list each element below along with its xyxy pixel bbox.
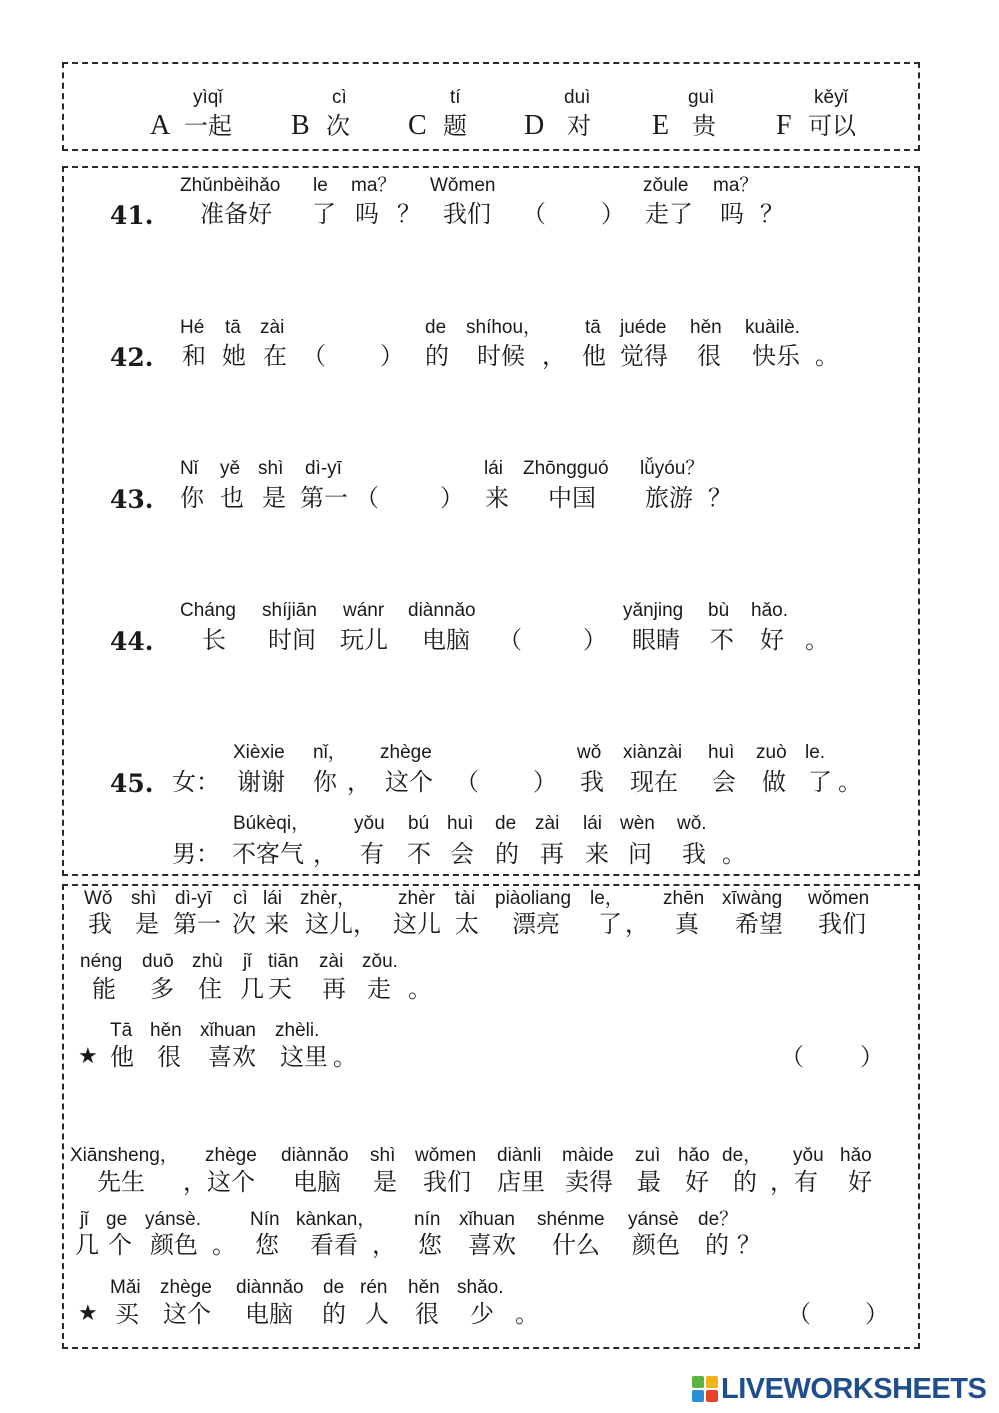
hanzi-word: 颜色 — [150, 1231, 198, 1259]
hanzi-word: 他 — [582, 342, 606, 370]
pinyin-word: lái — [263, 888, 283, 909]
pinyin-word: xīwàng — [722, 888, 783, 909]
pinyin-word: xǐhuan — [459, 1209, 515, 1230]
pinyin-word: nín — [414, 1209, 441, 1230]
bracket-close: ） — [860, 1043, 884, 1071]
hanzi-word: ？ — [397, 200, 421, 228]
star-icon: ★ — [78, 1044, 98, 1069]
hanzi-word: 很 — [415, 1300, 439, 1328]
bracket-open: （ — [787, 1300, 811, 1328]
hanzi-word: 玩儿 — [340, 626, 388, 654]
question-number: 44. — [110, 627, 154, 656]
hanzi-word: 最 — [637, 1168, 661, 1196]
hanzi-word: 漂亮 — [512, 910, 560, 938]
hanzi-word: 这里 — [280, 1043, 328, 1071]
hanzi-word: 这儿 — [393, 910, 441, 938]
hanzi-word: ， — [372, 1231, 396, 1259]
option-e-hanzi: 贵 — [692, 112, 716, 140]
hanzi-word: 再 — [322, 975, 346, 1003]
pinyin-word: yǒu — [793, 1145, 824, 1166]
hanzi-word: 是 — [373, 1168, 397, 1196]
pinyin-word: zài — [319, 951, 344, 972]
hanzi-word: 人 — [365, 1300, 389, 1328]
pinyin-word: Cháng — [180, 600, 236, 621]
hanzi-word: 在 — [263, 342, 287, 370]
hanzi-word: 和 — [182, 342, 206, 370]
bracket-close: ） — [533, 768, 557, 796]
pinyin-word: wǒ — [577, 742, 602, 763]
pinyin-word: zhège — [380, 742, 432, 763]
pinyin-word: zhège — [160, 1277, 212, 1298]
pinyin-word: le — [313, 175, 328, 196]
pinyin-word: xiànzài — [623, 742, 683, 763]
hanzi-word: 看看 — [310, 1231, 358, 1259]
pinyin-word: lái — [484, 458, 504, 479]
hanzi-word: 卖得 — [565, 1168, 613, 1196]
hanzi-word: 这个 — [385, 768, 433, 796]
hanzi-word: 您 — [255, 1231, 279, 1259]
hanzi-word: 希望 — [735, 910, 783, 938]
liveworksheets-logo — [692, 1374, 986, 1404]
hanzi-word: 走了 — [645, 200, 693, 228]
pinyin-word: de， — [722, 1145, 763, 1166]
hanzi-word: 眼睛 — [632, 626, 680, 654]
hanzi-word: 很 — [157, 1043, 181, 1071]
hanzi-word: 不 — [710, 626, 734, 654]
option-c-letter: C — [408, 110, 427, 141]
hanzi-word: 能 — [92, 975, 116, 1003]
hanzi-word: 走 — [367, 975, 391, 1003]
option-e-letter: E — [652, 110, 670, 141]
pinyin-word: yánsè — [628, 1209, 679, 1230]
option-a-letter: A — [150, 110, 171, 141]
hanzi-word: 现在 — [630, 768, 678, 796]
pinyin-word: hǎo — [678, 1145, 710, 1166]
pinyin-word: yánsè. — [145, 1209, 201, 1230]
option-a-pinyin: yìqǐ — [193, 87, 223, 108]
logo-text: LIVEWORKSHEETS — [721, 1372, 987, 1405]
pinyin-word: piàoliang — [495, 888, 572, 909]
option-b-letter: B — [291, 110, 310, 141]
pinyin-word: Xiānsheng， — [70, 1145, 179, 1166]
option-b-hanzi: 次 — [326, 112, 350, 140]
pinyin-word: de？ — [698, 1209, 739, 1230]
pinyin-word: zǒule — [643, 175, 689, 196]
pinyin-word: zǒu. — [362, 951, 398, 972]
bracket-close: ） — [380, 342, 404, 370]
hanzi-word: 。 — [515, 1300, 539, 1328]
pinyin-word: wǒ. — [677, 813, 707, 834]
hanzi-word: 好 — [848, 1168, 872, 1196]
pinyin-word: ge — [106, 1209, 128, 1230]
hanzi-word: 我们 — [443, 200, 491, 228]
option-b-pinyin: cì — [332, 87, 347, 108]
hanzi-word: 不客气 — [232, 840, 304, 868]
hanzi-word: 问 — [628, 840, 652, 868]
pinyin-word: de — [323, 1277, 345, 1298]
hanzi-word: ？ — [737, 1231, 761, 1259]
pinyin-word: Búkèqi， — [233, 813, 311, 834]
hanzi-word: 。 — [805, 626, 829, 654]
bracket-open: （ — [498, 626, 522, 654]
hanzi-word: 少 — [470, 1300, 494, 1328]
hanzi-word: 这个 — [163, 1300, 211, 1328]
hanzi-word: 电脑 — [422, 626, 470, 654]
hanzi-word: 。 — [815, 342, 839, 370]
pinyin-word: hǎo — [840, 1145, 872, 1166]
hanzi-word: 什么 — [552, 1231, 600, 1259]
pinyin-word: zài — [535, 813, 560, 834]
hanzi-word: 是 — [135, 910, 159, 938]
pinyin-word: yǎnjing — [623, 600, 684, 621]
pinyin-word: le， — [590, 888, 624, 909]
pinyin-word: tài — [455, 888, 476, 909]
hanzi-word: 喜欢 — [208, 1043, 256, 1071]
pinyin-word: rén — [360, 1277, 388, 1298]
hanzi-word: 这儿 — [305, 910, 353, 938]
hanzi-word: 。 — [212, 1231, 236, 1259]
hanzi-word: 她 — [222, 342, 246, 370]
pinyin-word: zhèr， — [300, 888, 356, 909]
hanzi-word: 的 — [495, 840, 519, 868]
pinyin-word: lái — [583, 813, 603, 834]
hanzi-word: 。 — [333, 1043, 357, 1071]
hanzi-word: 喜欢 — [468, 1231, 516, 1259]
pinyin-word: huì — [708, 742, 735, 763]
hanzi-word: 几 — [240, 975, 264, 1003]
hanzi-word: 住 — [198, 975, 222, 1003]
hanzi-word: 真 — [675, 910, 699, 938]
hanzi-word: 天 — [268, 975, 292, 1003]
bracket-close: ） — [583, 626, 607, 654]
bracket-close: ） — [601, 200, 625, 228]
pinyin-word: shíhou， — [466, 317, 543, 338]
hanzi-word: 第一 — [173, 910, 221, 938]
hanzi-word: 好 — [685, 1168, 709, 1196]
pinyin-word: jǐ — [243, 951, 252, 972]
hanzi-word: 不 — [407, 840, 431, 868]
hanzi-word: ， — [625, 910, 649, 938]
hanzi-word: 准备好 — [200, 200, 272, 228]
hanzi-word: 我们 — [818, 910, 866, 938]
pinyin-word: wǒmen — [415, 1145, 477, 1166]
pinyin-word: juéde — [620, 317, 667, 338]
hanzi-word: 的 — [705, 1231, 729, 1259]
hanzi-word: ，有 — [770, 1168, 818, 1196]
hanzi-word: 我们 — [423, 1168, 471, 1196]
pinyin-word: xǐhuan — [200, 1020, 256, 1041]
hanzi-word: 几 — [75, 1231, 99, 1259]
pinyin-word: bú — [408, 813, 430, 834]
option-f-pinyin: kěyǐ — [814, 87, 848, 108]
pinyin-word: néng — [80, 951, 123, 972]
pinyin-word: Xièxie — [233, 742, 285, 763]
pinyin-word: hěn — [150, 1020, 182, 1041]
question-number: 43. — [110, 485, 154, 514]
pinyin-word: dì-yī — [305, 458, 342, 479]
pinyin-word: Hé — [180, 317, 205, 338]
pinyin-word: Zhōngguó — [523, 458, 609, 479]
option-d-pinyin: duì — [564, 87, 591, 108]
hanzi-word: 时间 — [268, 626, 316, 654]
hanzi-word: 有 — [360, 840, 384, 868]
pinyin-word: shénme — [537, 1209, 605, 1230]
pinyin-word: le. — [805, 742, 826, 763]
hanzi-word: 先生 — [97, 1168, 145, 1196]
hanzi-word: 会 — [712, 768, 736, 796]
hanzi-word: 快乐 — [752, 342, 800, 370]
pinyin-word: Wǒ — [84, 888, 113, 909]
hanzi-word: 了 — [598, 910, 622, 938]
hanzi-word: 好 — [760, 626, 784, 654]
hanzi-word: ？ — [708, 484, 732, 512]
hanzi-word: 再 — [540, 840, 564, 868]
hanzi-word: 颜色 — [632, 1231, 680, 1259]
hanzi-word: 谢谢 — [237, 768, 285, 796]
hanzi-word: 觉得 — [620, 342, 668, 370]
pinyin-word: diànnǎo — [281, 1145, 349, 1166]
hanzi-word: 电脑 — [293, 1168, 341, 1196]
hanzi-word: 做 — [762, 768, 786, 796]
hanzi-word: ，这个 — [183, 1168, 255, 1196]
hanzi-word: 你 — [313, 768, 337, 796]
bracket-close: ） — [440, 484, 464, 512]
hanzi-word: ， — [542, 342, 566, 370]
pinyin-word: hěn — [408, 1277, 440, 1298]
pinyin-word: Tā — [110, 1020, 133, 1041]
pinyin-word: ma？ — [713, 175, 759, 196]
hanzi-word: 个 — [108, 1231, 132, 1259]
hanzi-word: 来 — [265, 910, 289, 938]
pinyin-word: duō — [142, 951, 174, 972]
hanzi-word: 的 — [322, 1300, 346, 1328]
hanzi-word: 了 — [808, 768, 832, 796]
question-number: 41. — [110, 201, 154, 230]
pinyin-word: Wǒmen — [430, 175, 496, 196]
hanzi-word: ？ — [760, 200, 784, 228]
pinyin-word: kuàilè. — [745, 317, 800, 338]
bracket-close: ） — [865, 1300, 889, 1328]
pinyin-word: dì-yī — [175, 888, 212, 909]
option-c-pinyin: tí — [450, 87, 461, 108]
pinyin-word: màide — [562, 1145, 614, 1166]
hanzi-word: 长 — [202, 626, 226, 654]
pinyin-word: shì — [131, 888, 157, 909]
pinyin-word: Zhǔnbèihǎo — [180, 175, 281, 196]
option-a-hanzi: 一起 — [184, 112, 232, 140]
speaker-male-label: 男： — [172, 840, 220, 868]
hanzi-word: 吗 — [355, 200, 379, 228]
star-icon: ★ — [78, 1301, 98, 1326]
pinyin-word: zuò — [756, 742, 787, 763]
pinyin-word: shì — [258, 458, 284, 479]
hanzi-word: 吗 — [720, 200, 744, 228]
hanzi-word: 我 — [580, 768, 604, 796]
pinyin-word: hǎo. — [751, 600, 788, 621]
hanzi-word: 也 — [220, 484, 244, 512]
pinyin-word: lǚyóu？ — [640, 458, 705, 479]
pinyin-word: Nín — [250, 1209, 280, 1230]
pinyin-word: shǎo. — [457, 1277, 504, 1298]
pinyin-word: nǐ， — [313, 742, 347, 763]
pinyin-word: wèn — [620, 813, 655, 834]
pinyin-word: bù — [708, 600, 730, 621]
hanzi-word: ， — [313, 840, 337, 868]
speaker-female-label: 女： — [172, 768, 220, 796]
question-number: 42. — [110, 343, 154, 372]
pinyin-word: yě — [220, 458, 241, 479]
pinyin-word: de — [425, 317, 447, 338]
hanzi-word: 旅游 — [645, 484, 693, 512]
hanzi-word: 他 — [110, 1043, 134, 1071]
hanzi-word: 买 — [115, 1300, 139, 1328]
pinyin-word: shíjiān — [262, 600, 317, 621]
pinyin-word: zhèr — [398, 888, 435, 909]
option-d-hanzi: 对 — [567, 112, 591, 140]
hanzi-word: 您 — [418, 1231, 442, 1259]
pinyin-word: zhēn — [663, 888, 705, 909]
hanzi-word: 。 — [408, 975, 432, 1003]
hanzi-word: 店里 — [497, 1168, 545, 1196]
bracket-open: （ — [780, 1043, 804, 1071]
pinyin-word: yǒu — [354, 813, 385, 834]
pinyin-word: de — [495, 813, 517, 834]
pinyin-word: diànli — [497, 1145, 542, 1166]
hanzi-word: 第一 — [300, 484, 348, 512]
hanzi-word: 是 — [262, 484, 286, 512]
hanzi-word: 我 — [88, 910, 112, 938]
hanzi-word: 来 — [485, 484, 509, 512]
pinyin-word: Mǎi — [110, 1277, 141, 1298]
option-e-pinyin: guì — [688, 87, 715, 108]
pinyin-word: diànnǎo — [236, 1277, 304, 1298]
hanzi-word: 的 — [733, 1168, 757, 1196]
hanzi-word: 次 — [232, 910, 256, 938]
pinyin-word: tiān — [268, 951, 299, 972]
bracket-open: （ — [302, 342, 326, 370]
option-f-letter: F — [776, 110, 792, 141]
bracket-open: （ — [522, 200, 546, 228]
pinyin-word: Nǐ — [180, 458, 198, 479]
pinyin-word: zhù — [192, 951, 223, 972]
pinyin-word: zhège — [205, 1145, 257, 1166]
hanzi-word: 你 — [180, 484, 204, 512]
hanzi-word: 我 — [682, 840, 706, 868]
pinyin-word: zài — [260, 317, 285, 338]
hanzi-word: ， — [353, 910, 377, 938]
pinyin-word: zhèli. — [275, 1020, 320, 1041]
bracket-open: （ — [355, 484, 379, 512]
option-c-hanzi: 题 — [443, 112, 467, 140]
hanzi-word: 时候 — [477, 342, 525, 370]
hanzi-word: 的 — [425, 342, 449, 370]
hanzi-word: 来 — [585, 840, 609, 868]
logo-icon — [692, 1376, 718, 1402]
pinyin-word: tā — [585, 317, 601, 338]
hanzi-word: 。 — [722, 840, 746, 868]
pinyin-word: tā — [225, 317, 241, 338]
pinyin-word: wǒmen — [808, 888, 870, 909]
bracket-open: （ — [455, 768, 479, 796]
pinyin-word: shì — [370, 1145, 396, 1166]
hanzi-word: 会 — [450, 840, 474, 868]
pinyin-word: diànnǎo — [408, 600, 476, 621]
hanzi-word: 中国 — [548, 484, 596, 512]
pinyin-word: hěn — [690, 317, 722, 338]
pinyin-word: huì — [447, 813, 474, 834]
option-f-hanzi: 可以 — [808, 112, 856, 140]
pinyin-word: zuì — [635, 1145, 661, 1166]
question-number: 45. — [110, 769, 154, 798]
pinyin-word: ma？ — [351, 175, 397, 196]
pinyin-word: cì — [233, 888, 248, 909]
hanzi-word: 。 — [838, 768, 862, 796]
hanzi-word: 太 — [455, 910, 479, 938]
option-d-letter: D — [524, 110, 545, 141]
hanzi-word: 很 — [697, 342, 721, 370]
hanzi-word: 多 — [150, 975, 174, 1003]
hanzi-word: 电脑 — [245, 1300, 293, 1328]
pinyin-word: kànkan， — [296, 1209, 377, 1230]
pinyin-word: wánr — [343, 600, 385, 621]
hanzi-word: 了 — [312, 200, 336, 228]
hanzi-word: ， — [347, 768, 371, 796]
pinyin-word: jǐ — [80, 1209, 89, 1230]
